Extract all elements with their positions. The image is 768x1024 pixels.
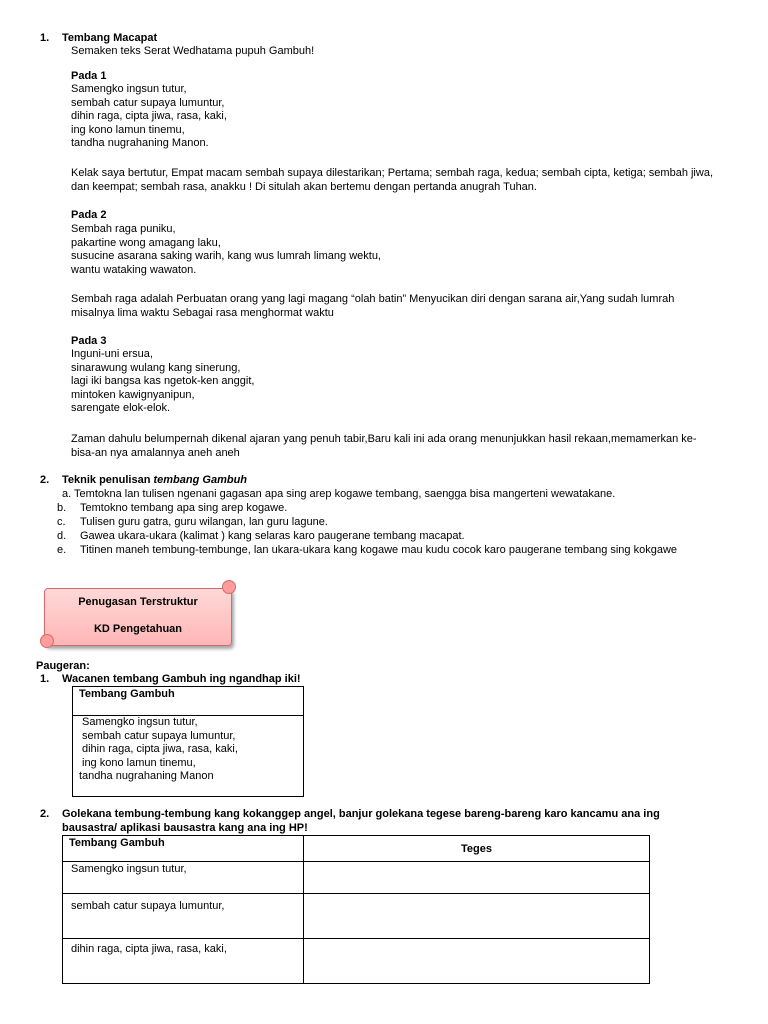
verse-line: Samengko ingsun tutur, xyxy=(71,83,187,95)
table-header-teges: Teges xyxy=(304,836,650,862)
verse-line: Sembah raga puniku, xyxy=(71,223,176,235)
pada-2-verse xyxy=(71,223,381,277)
list-text: Titinen maneh tembung-tembunge, lan ukara-ukara kang kogawe mau kudu cocok karo paugerane tembang sing kokgawe xyxy=(80,544,678,556)
paugeran-label: Paugeran: xyxy=(36,660,90,672)
pada-1-heading: Pada 1 xyxy=(71,70,107,82)
table-cell-verse: dihin raga, cipta jiwa, rasa, kaki, xyxy=(63,939,304,984)
pada-1-verse xyxy=(71,83,227,151)
pada-2-heading: Pada 2 xyxy=(71,209,107,221)
section-1-number: 1. xyxy=(40,32,50,44)
list-item xyxy=(57,529,465,543)
section-2-number: 2. xyxy=(40,474,50,486)
table-cell-teges[interactable] xyxy=(304,862,650,894)
assignment-banner xyxy=(40,580,236,648)
verse-line: wantu wataking wawaton. xyxy=(71,263,197,276)
banner-curl-icon xyxy=(222,580,236,594)
table-row xyxy=(63,894,650,939)
pada-2-explanation-line: Sembah raga adalah Perbuatan orang yang lagi magang “olah batin” Menyucikan diri dengan sarana air,Yang sudah lumrah xyxy=(71,293,675,305)
task-2-number: 2. xyxy=(40,808,50,820)
list-marker: b. xyxy=(57,502,67,514)
banner-subtitle: KD Pengetahuan xyxy=(93,623,182,635)
verse-line: lagi iki bangsa kas ngetok-ken anggit, xyxy=(71,375,255,387)
verse-line: sinarawung wulang kang sinerung, xyxy=(71,361,241,374)
list-item xyxy=(57,501,287,515)
task-1-box-verse xyxy=(73,716,304,797)
pada-1-explanation-line: Kelak saya bertutur, Empat macam sembah supaya dilestarikan; Pertama; sembah raga, kedua; sembah cipta, ketiga; sembah jiwa, xyxy=(71,167,713,179)
table-cell-verse: Samengko ingsun tutur, xyxy=(63,862,304,894)
task-1-box-title: Tembang Gambuh xyxy=(73,687,304,716)
task-1-box xyxy=(72,686,304,797)
task-2-table xyxy=(62,835,650,984)
verse-line: tandha nugrahaning Manon xyxy=(79,770,214,782)
section-1-intro: Semaken teks Serat Wedhatama pupuh Gambuh! xyxy=(71,45,315,57)
verse-line: dihin raga, cipta jiwa, rasa, kaki, xyxy=(82,743,238,755)
task-1-number: 1. xyxy=(40,673,50,685)
list-item xyxy=(57,515,328,529)
table-cell-verse: sembah catur supaya lumuntur, xyxy=(63,894,304,939)
section-2-title-italic: tembang Gambuh xyxy=(153,474,248,486)
verse-line: tandha nugrahaning Manon. xyxy=(71,137,209,149)
section-2-title-prefix: Teknik penulisan xyxy=(62,474,154,486)
banner-curl-icon xyxy=(40,634,54,648)
pada-2-explanation-line: misalnya lima waktu Sebagai rasa menghormat waktu xyxy=(71,307,334,319)
pada-3-heading: Pada 3 xyxy=(71,335,107,347)
list-text: Gawea ukara-ukara (kalimat ) kang selaras karo paugerane tembang macapat. xyxy=(80,530,465,542)
verse-line: susucine asarana saking warih, kang wus lumrah limang wektu, xyxy=(71,250,381,262)
table-cell-teges[interactable] xyxy=(304,894,650,939)
verse-line: ing kono lamun tinemu, xyxy=(82,756,196,769)
verse-line: sembah catur supaya lumuntur, xyxy=(71,96,225,109)
list-marker: d. xyxy=(57,530,67,542)
table-cell-teges[interactable] xyxy=(304,939,650,984)
list-marker: a. xyxy=(62,488,72,500)
verse-line: pakartine wong amagang laku, xyxy=(71,236,221,249)
verse-line: Samengko ingsun tutur, xyxy=(82,716,198,728)
verse-line: sarengate elok-elok. xyxy=(71,402,171,414)
task-1-text: Wacanen tembang Gambuh ing ngandhap iki! xyxy=(62,673,301,685)
verse-line: mintoken kawignyanipun, xyxy=(71,388,195,401)
table-row xyxy=(63,939,650,984)
list-marker: e. xyxy=(57,544,67,556)
pada-3-explanation-line: bisa-an nya amalannya aneh aneh xyxy=(71,447,240,459)
pada-3-explanation-line: Zaman dahulu belumpernah dikenal ajaran yang penuh tabir,Baru kali ini ada orang menunjukkan hasil rekaan,memamerkan ke- xyxy=(71,433,697,445)
list-text: Temtokna lan tulisen ngenani gagasan apa sing arep kogawe tembang, saengga bisa mangerteni wewatakane. xyxy=(74,488,616,500)
list-item xyxy=(62,487,615,501)
list-item xyxy=(57,543,677,557)
list-text: Tulisen guru gatra, guru wilangan, lan guru lagune. xyxy=(80,516,328,528)
section-2-title xyxy=(62,473,247,487)
banner-title: Penugasan Terstruktur xyxy=(78,596,198,608)
verse-line: Inguni-uni ersua, xyxy=(71,348,153,360)
list-marker: c. xyxy=(57,516,66,528)
verse-line: dihin raga, cipta jiwa, rasa, kaki, xyxy=(71,110,227,122)
task-2-text-line: Golekana tembung-tembung kang kokanggep angel, banjur golekana tegese bareng-bareng karo kancamu ana ing xyxy=(62,808,660,820)
table-row xyxy=(63,862,650,894)
pada-3-verse xyxy=(71,348,254,416)
pada-1-explanation-line: dan keempat; sembah rasa, anakku ! Di situlah akan bertemu dengan pertanda anugrah Tuhan. xyxy=(71,181,537,193)
list-text: Temtokno tembang apa sing arep kogawe. xyxy=(80,502,288,514)
task-2-text-line: bausastra/ aplikasi bausastra kang ana ing HP! xyxy=(62,822,308,834)
verse-line: sembah catur supaya lumuntur, xyxy=(82,729,236,742)
section-1-title: Tembang Macapat xyxy=(62,32,158,44)
verse-line: ing kono lamun tinemu, xyxy=(71,123,185,136)
table-header-tembang: Tembang Gambuh xyxy=(63,836,304,862)
